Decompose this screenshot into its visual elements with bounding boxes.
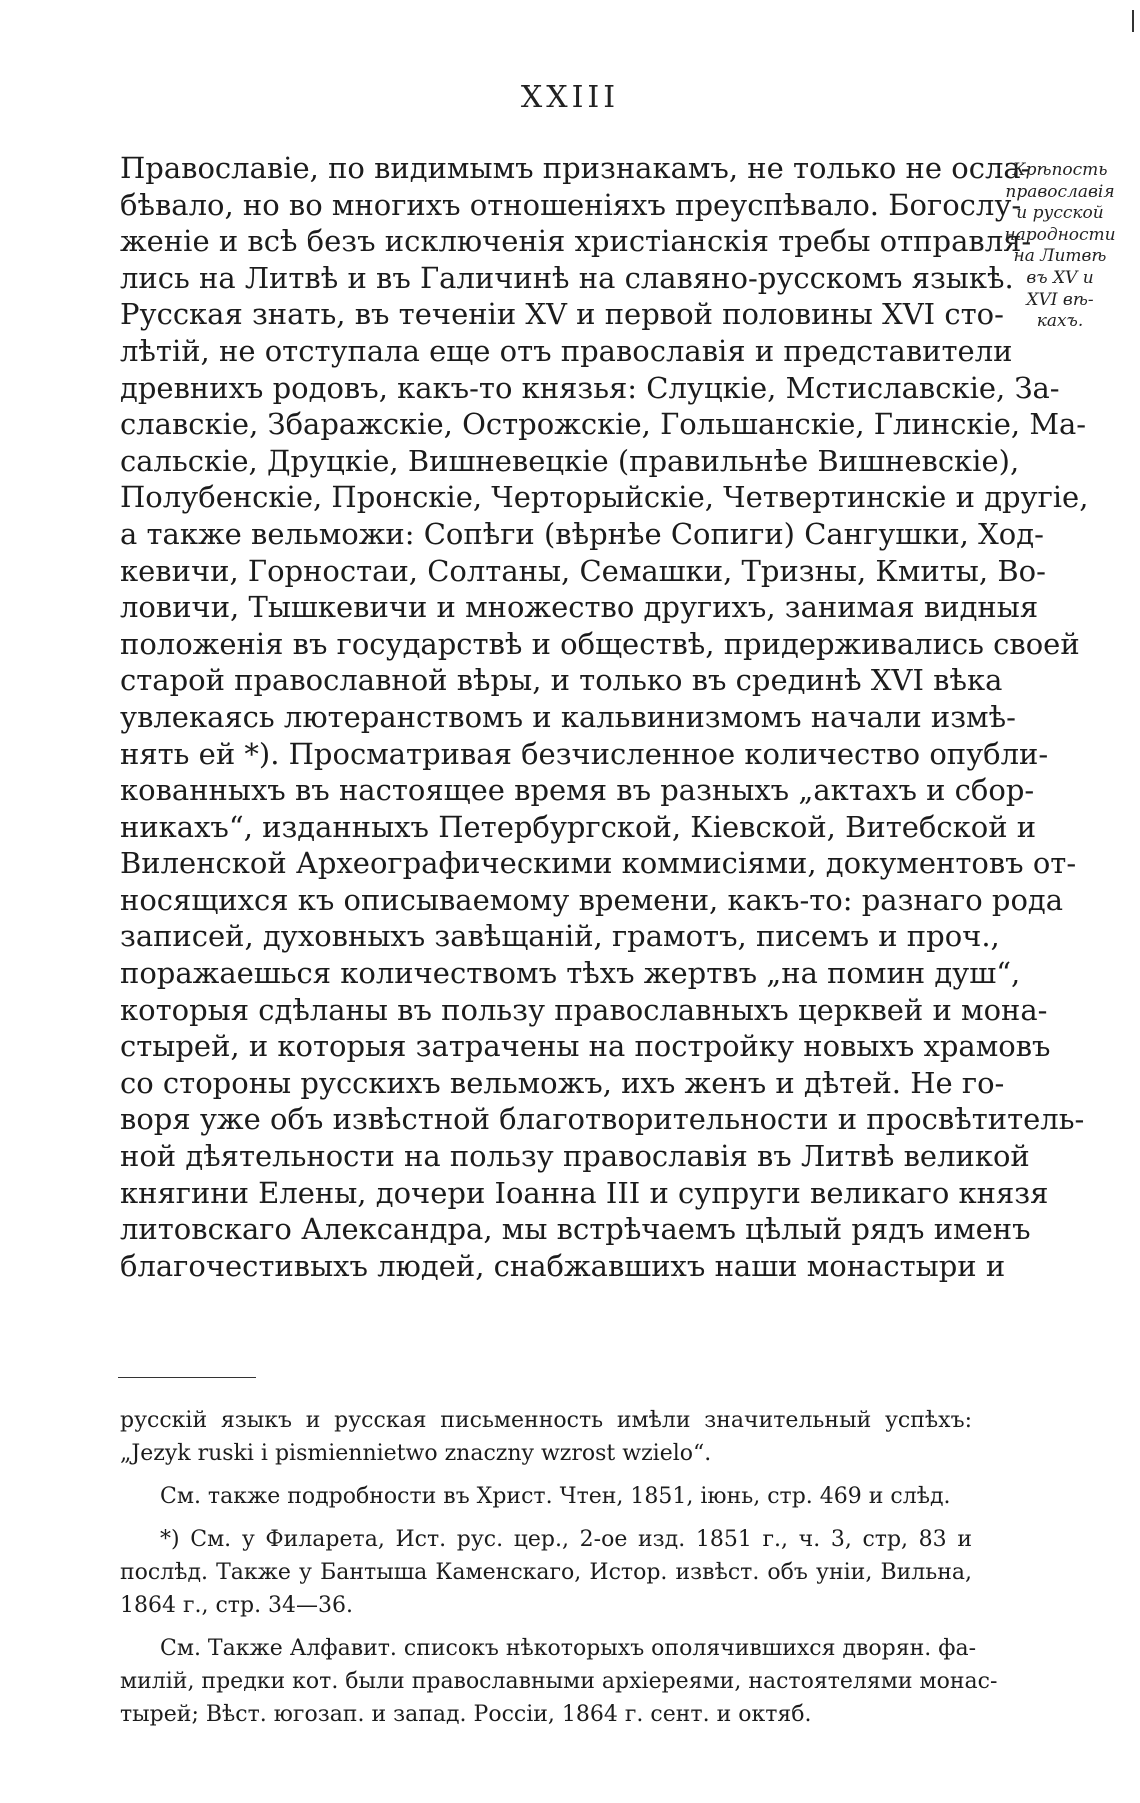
margin-note-line: православія [1005,181,1115,202]
main-text-line: увлекаясь лютеранствомъ и кальвинизмомъ начали измѣ- [120,699,1016,734]
main-text-line: княгини Елены, дочери Іоанна III и супруги великаго князя [120,1175,1049,1210]
main-text-line: лись на Литвѣ и въ Галичинѣ на славяно-русскомъ языкѣ. [120,260,1014,295]
main-text-line: кевичи, Горностаи, Солтаны, Семашки, Тризны, Кмиты, Во- [120,553,1046,588]
footnote-line: *) См. у Филарета, Ист. рус. цер., 2-ое изд. 1851 г., ч. 3, стр, 83 и [160,1527,972,1552]
margin-note-line: на Литвѣ [1013,246,1107,267]
main-text-line: сальскіе, Друцкіе, Вишневецкіе (правильнѣе Вишневскіе), [120,443,1020,478]
footnote-line: русскій языкъ и русская письменность имѣли значительный успѣхъ: [120,1408,972,1433]
footnote-line: тырей; Вѣст. югозап. и запад. Россіи, 1864 г. сент. и октяб. [120,1702,812,1727]
main-text-line: поражаешься количествомъ тѣхъ жертвъ „на помин душ“, [120,956,1021,991]
main-text-line: бѣвало, но во многихъ отношеніяхъ преуспѣвало. Богослу- [120,187,1022,222]
page-number: XXIII [520,80,620,115]
main-text-line: нять ей *). Просматривая безчисленное количество опубли- [120,736,1049,771]
footnote-line: „Jezyk ruski i pismiennietwo znaczny wzrost wzielo“. [120,1441,712,1466]
main-text-line: женіе и всѣ безъ исключенія христіанскія требы отправля- [120,224,1032,259]
main-text-line: ной дѣятельности на пользу православія въ Литвѣ великой [120,1139,1030,1174]
margin-note-line: кахъ. [1036,311,1084,332]
main-text-line: а также вельможи: Сопѣги (вѣрнѣе Сопиги) Сангушки, Ход- [120,516,1044,551]
main-text-line: кованныхъ въ настоящее время въ разныхъ „актахъ и сбор- [120,773,1035,808]
footnote-line: См. Также Алфавит. списокъ нѣкоторыхъ ополячившихся дворян. фа- [160,1636,977,1661]
margin-note-line: народности [1004,224,1116,245]
main-text-line: древнихъ родовъ, какъ-то князья: Слуцкіе, Мстиславскіе, За- [120,370,1060,405]
main-text-line: славскіе, Збаражскіе, Острожскіе, Гольшанскіе, Глинскіе, Ма- [120,407,1087,442]
main-text-line: которыя сдѣланы въ пользу православныхъ церквей и мона- [120,992,1048,1027]
margin-note-line: XVI вѣ- [1026,289,1094,310]
main-text-line: старой православной вѣры, и только въ срединѣ XVI вѣка [120,663,1003,698]
main-text-line: благочестивыхъ людей, снабжавшихъ наши монастыри и [120,1248,1006,1283]
main-text-line: положенія въ государствѣ и обществѣ, придерживались своей [120,626,1080,661]
main-text-line: Русская знать, въ теченіи XV и первой половины XVI сто- [120,297,1004,332]
margin-note-line: Крѣпость [1012,160,1108,180]
footnote-line: 1864 г., стр. 34—36. [120,1593,354,1618]
footnote-line: милій, предки кот. были православными архіереями, настоятелями монас- [120,1669,998,1694]
margin-note-line: въ XV и [1026,267,1094,288]
main-text-line: стырей, и которыя затрачены на постройку новыхъ храмовъ [120,1029,1051,1064]
margin-note-line: и русской [1016,203,1104,224]
main-text-line: литовскаго Александра, мы встрѣчаемъ цѣлый рядъ именъ [120,1212,1031,1247]
footnote-separator [118,1377,256,1378]
page-edge-mark [1132,10,1134,32]
main-text-line: записей, духовныхъ завѣщаній, грамотъ, писемъ и проч., [120,919,1000,954]
main-text-line: никахъ“, изданныхъ Петербургской, Кіевской, Витебской и [120,809,1037,844]
main-text-line: Полубенскіе, Пронскіе, Черторыйскіе, Четвертинскіе и другіе, [120,480,1089,515]
main-text-line: со стороны русскихъ вельможъ, ихъ женъ и дѣтей. Не го- [120,1065,1005,1100]
footnotes [120,1404,998,1731]
main-text-line: воря уже объ извѣстной благотворительности и просвѣтитель- [120,1102,1085,1137]
footnote-line: послѣд. Также у Бантыша Каменскаго, Истор. извѣст. объ уніи, Вильна, [120,1560,972,1585]
footnote-line: См. также подробности въ Христ. Чтен, 1851, іюнь, стр. 469 и слѣд. [160,1484,951,1509]
margin-note [990,160,1130,333]
main-text-line: Православіе, по видимымъ признакамъ, не только не осла- [120,151,1031,185]
main-text-line: ловичи, Тышкевичи и множество другихъ, занимая видныя [120,590,1039,625]
main-text-line: Виленской Археографическими коммисіями, документовъ от- [120,846,1077,881]
main-text-line: лѣтій, не отступала еще отъ православія и представители [120,333,1013,368]
main-text-line: носящихся къ описываемому времени, какъ-то: разнаго рода [120,882,1064,917]
